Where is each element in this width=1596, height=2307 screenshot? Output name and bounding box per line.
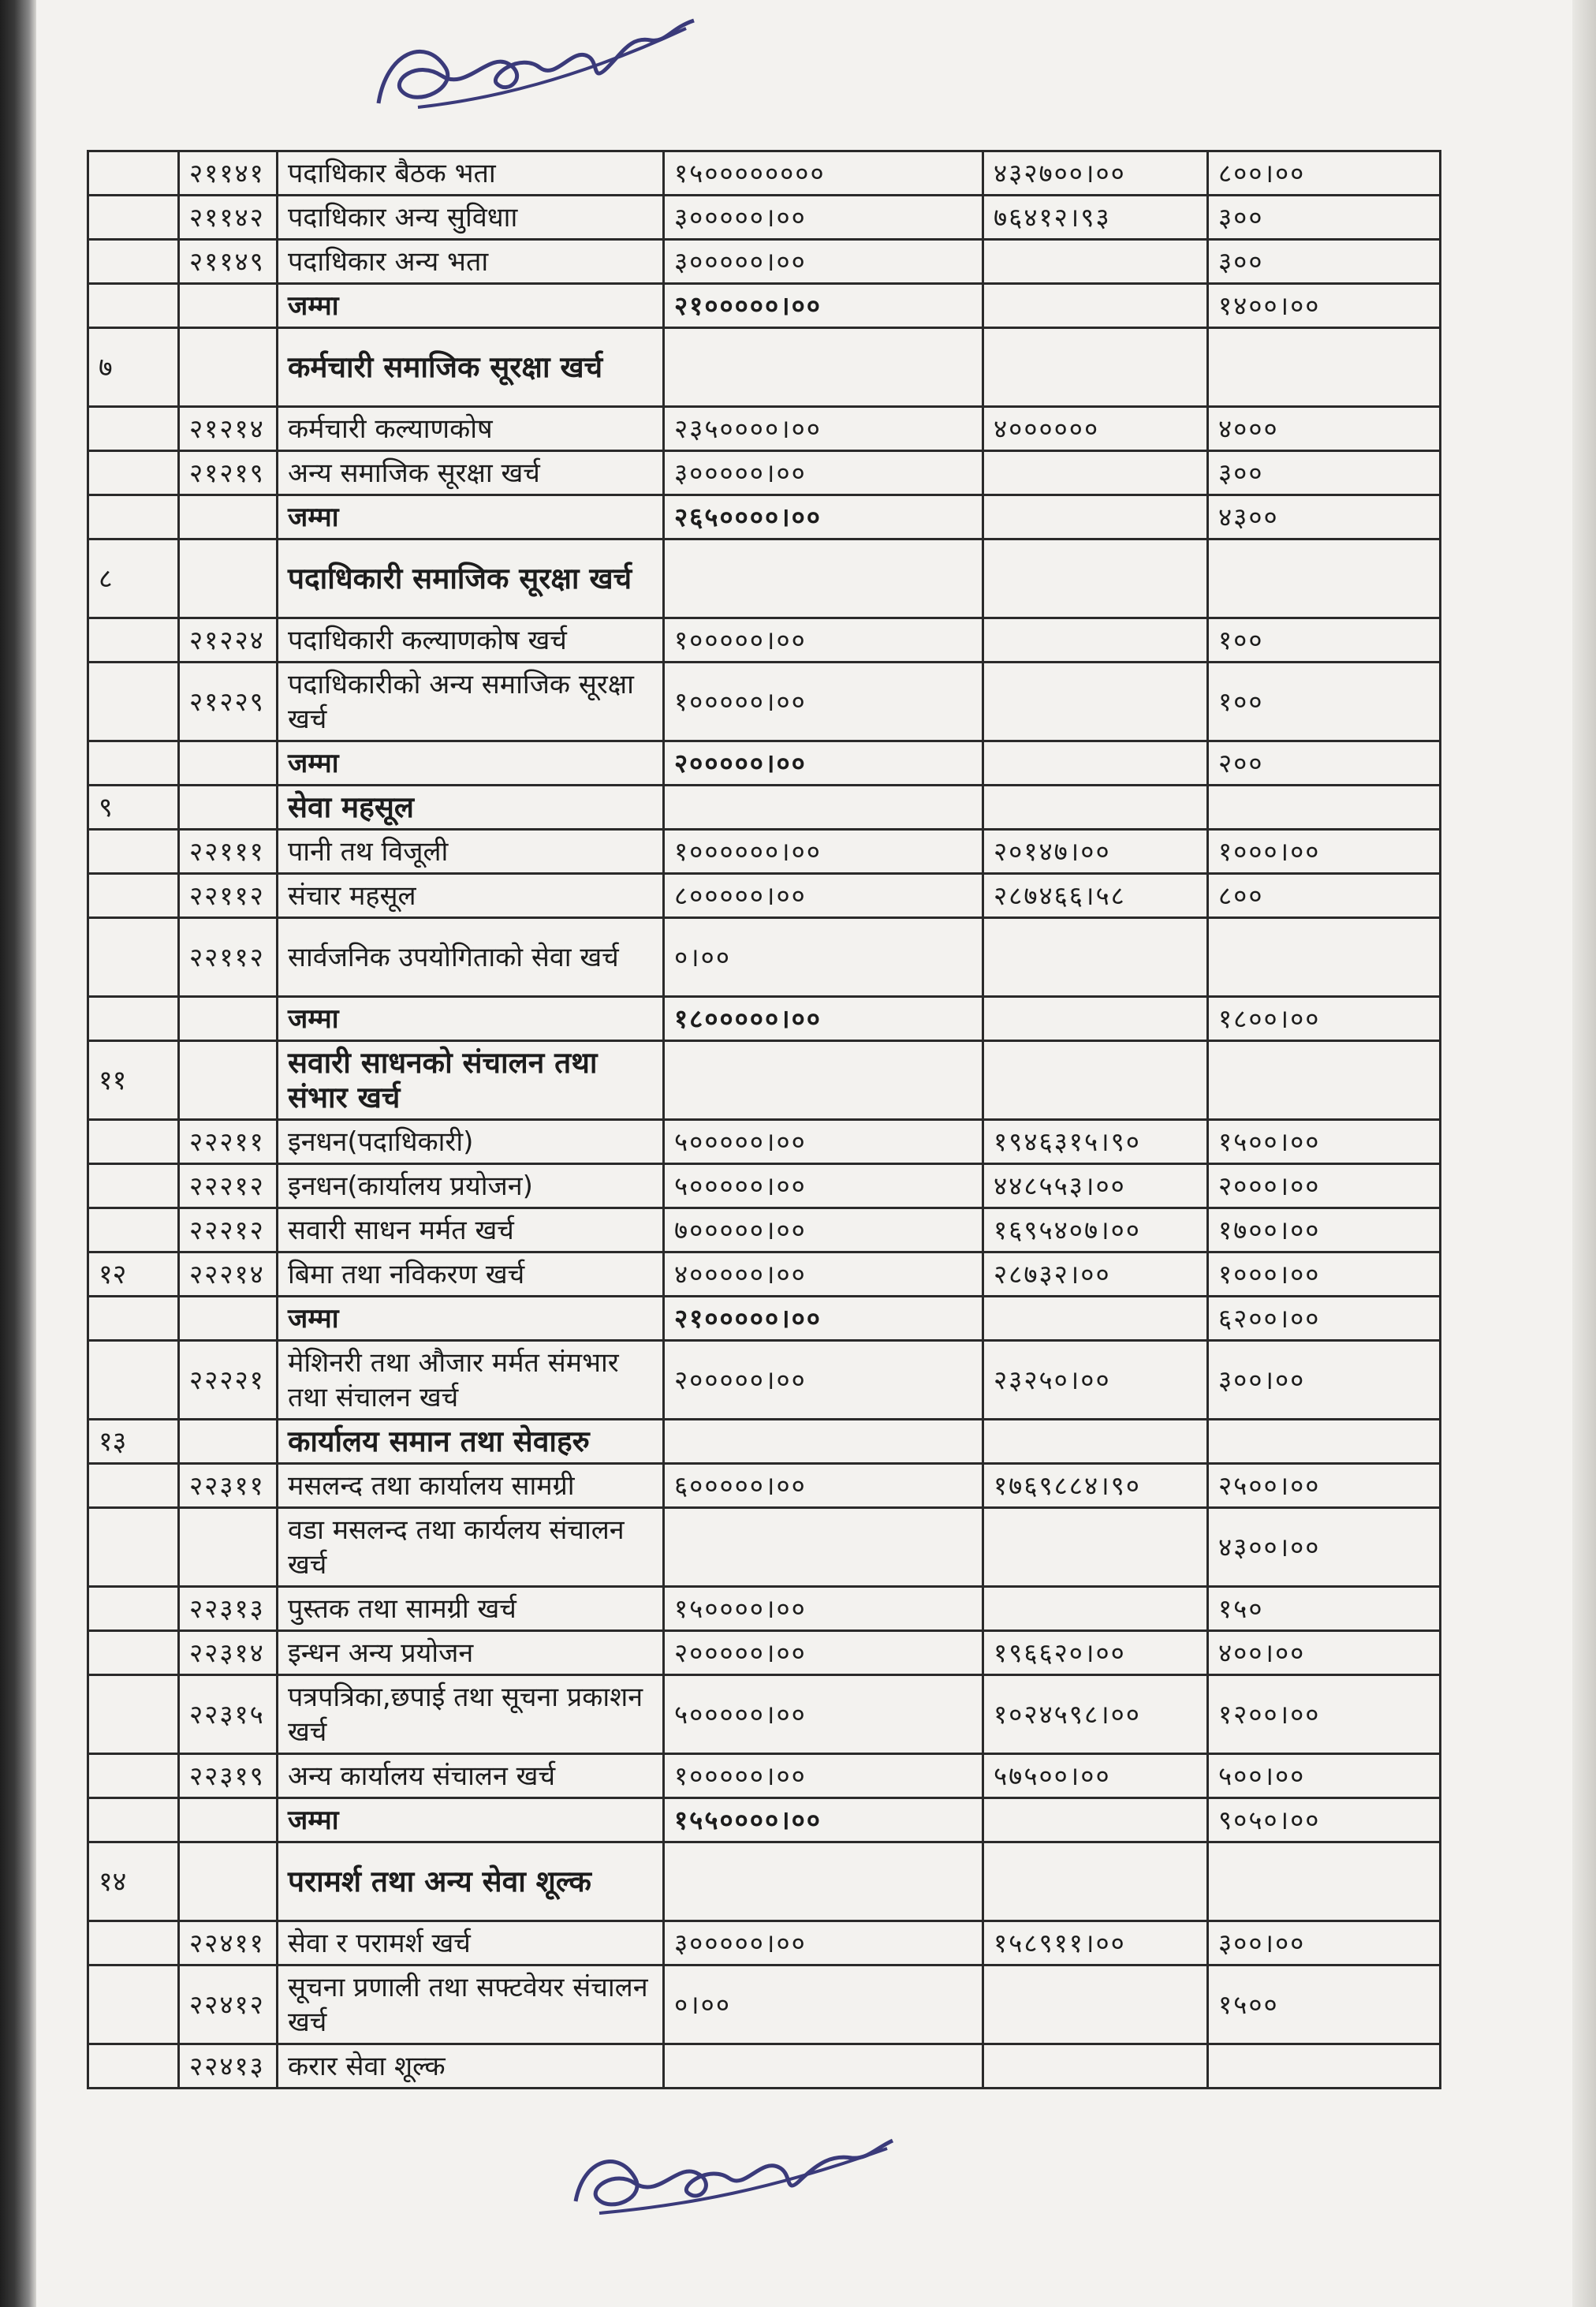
account-code-cell: २२३१९ (179, 1754, 278, 1798)
budget-amount-cell: ६०००००।०० (664, 1464, 983, 1508)
table-row (88, 786, 1441, 830)
account-code-cell: २२२१२ (179, 1208, 278, 1252)
account-code-cell: २२१११ (179, 830, 278, 874)
estimate-amount-cell: १२००।०० (1208, 1675, 1441, 1754)
table-row (88, 328, 1441, 407)
estimate-amount-cell: ४००।०० (1208, 1631, 1441, 1675)
expense-amount-cell: २०१४७।०० (983, 830, 1208, 874)
budget-amount-cell: ३०००००।०० (664, 1921, 983, 1965)
budget-amount-cell: ७०००००।०० (664, 1208, 983, 1252)
description-cell: इनधन(पदाधिकारी) (278, 1120, 664, 1164)
description-cell: पदाधिकार अन्य सुविधाा (278, 196, 664, 240)
group-number-cell (88, 1798, 179, 1842)
expense-amount-cell (983, 1587, 1208, 1631)
group-number-cell (88, 1297, 179, 1341)
group-number-cell (88, 1921, 179, 1965)
description-cell: सार्वजनिक उपयोगिताको सेवा खर्च (278, 918, 664, 997)
expense-amount-cell (983, 1420, 1208, 1464)
estimate-amount-cell: ४००० (1208, 407, 1441, 451)
expense-amount-cell: ७६४१२।९३ (983, 196, 1208, 240)
group-number-cell (88, 151, 179, 196)
expense-amount-cell (983, 1798, 1208, 1842)
account-code-cell (179, 1297, 278, 1341)
account-code-cell: २२२१४ (179, 1252, 278, 1297)
description-cell: जम्मा (278, 1798, 664, 1842)
estimate-amount-cell (1208, 1842, 1441, 1921)
table-row (88, 1120, 1441, 1164)
group-number-cell (88, 196, 179, 240)
budget-amount-cell: २०००००।०० (664, 741, 983, 786)
estimate-amount-cell: ८००।०० (1208, 151, 1441, 196)
account-code-cell: २११४२ (179, 196, 278, 240)
budget-amount-cell (664, 1508, 983, 1587)
estimate-amount-cell: ३०० (1208, 451, 1441, 495)
account-code-cell (179, 1842, 278, 1921)
estimate-amount-cell (1208, 1041, 1441, 1120)
description-cell: पुस्तक तथा सामग्री खर्च (278, 1587, 664, 1631)
estimate-amount-cell: १५० (1208, 1587, 1441, 1631)
estimate-amount-cell: २५००।०० (1208, 1464, 1441, 1508)
estimate-amount-cell: ३०० (1208, 240, 1441, 284)
account-code-cell: २११४९ (179, 240, 278, 284)
group-number-cell: १२ (88, 1252, 179, 1297)
description-cell: जम्मा (278, 997, 664, 1041)
description-cell: कर्मचारी कल्याणकोष (278, 407, 664, 451)
description-cell: पदाधिकार अन्य भता (278, 240, 664, 284)
account-code-cell: २२२२१ (179, 1341, 278, 1420)
table-row (88, 1965, 1441, 2044)
group-number-cell (88, 240, 179, 284)
description-cell: करार सेवा शूल्क (278, 2044, 664, 2089)
budget-amount-cell: २१०००००।०० (664, 1297, 983, 1341)
description-cell: वडा मसलन्द तथा कार्यलय संचालन खर्च (278, 1508, 664, 1587)
budget-amount-cell: ३०००००।०० (664, 240, 983, 284)
group-number-cell (88, 741, 179, 786)
expense-amount-cell: १०२४५९८।०० (983, 1675, 1208, 1754)
expense-amount-cell (983, 663, 1208, 741)
description-cell: जम्मा (278, 284, 664, 328)
expense-amount-cell: २८७३२।०० (983, 1252, 1208, 1297)
estimate-amount-cell: ४३०० (1208, 495, 1441, 539)
group-number-cell (88, 2044, 179, 2089)
table-row (88, 1754, 1441, 1798)
estimate-amount-cell: १५००।०० (1208, 1120, 1441, 1164)
group-number-cell (88, 918, 179, 997)
group-number-cell (88, 1965, 179, 2044)
estimate-amount-cell: १५०० (1208, 1965, 1441, 2044)
budget-amount-cell: १०००००।०० (664, 618, 983, 663)
expense-amount-cell: १९६६२०।०० (983, 1631, 1208, 1675)
account-code-cell (179, 1798, 278, 1842)
expense-amount-cell (983, 1508, 1208, 1587)
table-row (88, 451, 1441, 495)
group-number-cell (88, 1754, 179, 1798)
account-code-cell (179, 539, 278, 618)
budget-amount-cell (664, 328, 983, 407)
expense-amount-cell: ५७५००।०० (983, 1754, 1208, 1798)
estimate-amount-cell: १०० (1208, 618, 1441, 663)
table-row (88, 495, 1441, 539)
expense-amount-cell (983, 539, 1208, 618)
description-cell: पदाधिकार बैठक भता (278, 151, 664, 196)
estimate-amount-cell: १४००।०० (1208, 284, 1441, 328)
signature-bottom (568, 2126, 899, 2221)
estimate-amount-cell: ३००।०० (1208, 1921, 1441, 1965)
estimate-amount-cell (1208, 918, 1441, 997)
table-row (88, 1041, 1441, 1120)
expense-amount-cell (983, 1965, 1208, 2044)
budget-amount-cell: ३०००००।०० (664, 196, 983, 240)
description-cell: सूचना प्रणाली तथा सफ्टवेयर संचालन खर्च (278, 1965, 664, 2044)
account-code-cell (179, 284, 278, 328)
account-code-cell: २११४१ (179, 151, 278, 196)
expense-amount-cell (983, 786, 1208, 830)
group-number-cell (88, 1341, 179, 1420)
signature-top (371, 5, 702, 123)
expense-amount-cell (983, 451, 1208, 495)
group-number-cell (88, 407, 179, 451)
group-number-cell (88, 1208, 179, 1252)
expense-amount-cell: १५८९११।०० (983, 1921, 1208, 1965)
table-row (88, 151, 1441, 196)
expense-amount-cell (983, 741, 1208, 786)
expense-amount-cell: ४४८५५३।०० (983, 1164, 1208, 1208)
description-cell: पदाधिकारी समाजिक सूरक्षा खर्च (278, 539, 664, 618)
group-number-cell (88, 663, 179, 741)
expense-amount-cell: १६९५४०७।०० (983, 1208, 1208, 1252)
table-row (88, 407, 1441, 451)
account-code-cell (179, 997, 278, 1041)
description-cell: जम्मा (278, 1297, 664, 1341)
group-number-cell (88, 495, 179, 539)
estimate-amount-cell: ३००।०० (1208, 1341, 1441, 1420)
table-row (88, 2044, 1441, 2089)
table-row (88, 1208, 1441, 1252)
estimate-amount-cell (1208, 328, 1441, 407)
description-cell: इनधन(कार्यालय प्रयोजन) (278, 1164, 664, 1208)
group-number-cell: १३ (88, 1420, 179, 1464)
estimate-amount-cell (1208, 2044, 1441, 2089)
expense-amount-cell: ४३२७००।०० (983, 151, 1208, 196)
description-cell: जम्मा (278, 495, 664, 539)
table-row (88, 539, 1441, 618)
account-code-cell (179, 328, 278, 407)
account-code-cell: २१२२९ (179, 663, 278, 741)
budget-amount-cell: ५०००००।०० (664, 1164, 983, 1208)
account-code-cell: २२३१४ (179, 1631, 278, 1675)
table-row (88, 196, 1441, 240)
description-cell: पदाधिकारीको अन्य समाजिक सूरक्षा खर्च (278, 663, 664, 741)
estimate-amount-cell: ४३००।०० (1208, 1508, 1441, 1587)
description-cell: सेवा महसूल (278, 786, 664, 830)
table-row (88, 1921, 1441, 1965)
expense-table (87, 150, 1441, 2089)
account-code-cell: २१२१४ (179, 407, 278, 451)
budget-amount-cell: १००००००।०० (664, 830, 983, 874)
table-row (88, 284, 1441, 328)
description-cell: परामर्श तथा अन्य सेवा शूल्क (278, 1842, 664, 1921)
budget-amount-cell: ५०००००।०० (664, 1120, 983, 1164)
account-code-cell (179, 1041, 278, 1120)
account-code-cell: २२२११ (179, 1120, 278, 1164)
expense-amount-cell: १७६९८८४।९० (983, 1464, 1208, 1508)
group-number-cell (88, 451, 179, 495)
group-number-cell (88, 1120, 179, 1164)
budget-amount-cell: १०००००।०० (664, 663, 983, 741)
description-cell: सवारी साधन मर्मत खर्च (278, 1208, 664, 1252)
budget-amount-cell (664, 786, 983, 830)
table-row (88, 1252, 1441, 1297)
account-code-cell (179, 495, 278, 539)
estimate-amount-cell: १७००।०० (1208, 1208, 1441, 1252)
description-cell: अन्य कार्यालय संचालन खर्च (278, 1754, 664, 1798)
budget-amount-cell: १०००००।०० (664, 1754, 983, 1798)
account-code-cell: २२३१३ (179, 1587, 278, 1631)
budget-amount-cell: २०००००।०० (664, 1341, 983, 1420)
estimate-amount-cell (1208, 539, 1441, 618)
expense-amount-cell (983, 1297, 1208, 1341)
expense-amount-cell (983, 284, 1208, 328)
expense-amount-cell (983, 1041, 1208, 1120)
description-cell: पानी तथ विजूली (278, 830, 664, 874)
description-cell: संचार महसूल (278, 874, 664, 918)
group-number-cell (88, 874, 179, 918)
estimate-amount-cell: ८०० (1208, 874, 1441, 918)
account-code-cell: २२३१५ (179, 1675, 278, 1754)
account-code-cell: २२४१२ (179, 1965, 278, 2044)
group-number-cell (88, 618, 179, 663)
account-code-cell (179, 1508, 278, 1587)
table-row (88, 874, 1441, 918)
expense-amount-cell: ४०००००० (983, 407, 1208, 451)
estimate-amount-cell: ९०५०।०० (1208, 1798, 1441, 1842)
budget-amount-cell (664, 2044, 983, 2089)
account-code-cell: २२४११ (179, 1921, 278, 1965)
account-code-cell: २१२२४ (179, 618, 278, 663)
group-number-cell (88, 284, 179, 328)
group-number-cell: ८ (88, 539, 179, 618)
estimate-amount-cell: ३०० (1208, 196, 1441, 240)
table-row (88, 1631, 1441, 1675)
estimate-amount-cell (1208, 786, 1441, 830)
expense-amount-cell (983, 2044, 1208, 2089)
table-row (88, 1842, 1441, 1921)
expense-amount-cell (983, 240, 1208, 284)
estimate-amount-cell: २०००।०० (1208, 1164, 1441, 1208)
expense-amount-cell (983, 328, 1208, 407)
estimate-amount-cell: ६२००।०० (1208, 1297, 1441, 1341)
group-number-cell (88, 1464, 179, 1508)
group-number-cell (88, 1508, 179, 1587)
table-row (88, 1464, 1441, 1508)
budget-amount-cell: १५५००००।०० (664, 1798, 983, 1842)
account-code-cell: २१२१९ (179, 451, 278, 495)
budget-amount-cell: ८०००००।०० (664, 874, 983, 918)
group-number-cell: १४ (88, 1842, 179, 1921)
expense-amount-cell (983, 618, 1208, 663)
description-cell: मेशिनरी तथा औजार मर्मत संमभार तथा संचालन खर्च (278, 1341, 664, 1420)
book-spine-shadow (0, 0, 36, 2307)
table-row (88, 240, 1441, 284)
description-cell: कर्मचारी समाजिक सूरक्षा खर्च (278, 328, 664, 407)
description-cell: मसलन्द तथा कार्यालय सामग्री (278, 1464, 664, 1508)
budget-amount-cell: ०।०० (664, 1965, 983, 2044)
budget-amount-cell: ०।०० (664, 918, 983, 997)
table-row (88, 741, 1441, 786)
table-row (88, 1508, 1441, 1587)
account-code-cell (179, 786, 278, 830)
budget-amount-cell: ४०००००।०० (664, 1252, 983, 1297)
expense-amount-cell: १९४६३१५।९० (983, 1120, 1208, 1164)
expense-amount-cell (983, 1842, 1208, 1921)
budget-amount-cell: १८०००००।०० (664, 997, 983, 1041)
budget-amount-cell: २०००००।०० (664, 1631, 983, 1675)
page-edge (1572, 0, 1596, 2307)
budget-amount-cell (664, 539, 983, 618)
estimate-amount-cell: १०० (1208, 663, 1441, 741)
table-row (88, 1798, 1441, 1842)
account-code-cell (179, 741, 278, 786)
estimate-amount-cell: १०००।०० (1208, 830, 1441, 874)
table-row (88, 830, 1441, 874)
group-number-cell: ९ (88, 786, 179, 830)
estimate-amount-cell (1208, 1420, 1441, 1464)
account-code-cell: २२३११ (179, 1464, 278, 1508)
table-row (88, 1675, 1441, 1754)
budget-amount-cell: २६५००००।०० (664, 495, 983, 539)
budget-amount-cell (664, 1842, 983, 1921)
expense-amount-cell: २३२५०।०० (983, 1341, 1208, 1420)
budget-amount-cell: २१०००००।०० (664, 284, 983, 328)
table-row (88, 1297, 1441, 1341)
table-row (88, 1587, 1441, 1631)
budget-amount-cell: ५०००००।०० (664, 1675, 983, 1754)
description-cell: अन्य समाजिक सूरक्षा खर्च (278, 451, 664, 495)
table-row (88, 997, 1441, 1041)
description-cell: पदाधिकारी कल्याणकोष खर्च (278, 618, 664, 663)
group-number-cell (88, 1631, 179, 1675)
description-cell: बिमा तथा नविकरण खर्च (278, 1252, 664, 1297)
description-cell: पत्रपत्रिका,छपाई तथा सूचना प्रकाशन खर्च (278, 1675, 664, 1754)
group-number-cell (88, 1587, 179, 1631)
table-row (88, 1164, 1441, 1208)
group-number-cell (88, 1675, 179, 1754)
group-number-cell (88, 830, 179, 874)
group-number-cell: ७ (88, 328, 179, 407)
budget-amount-cell: १५००००।०० (664, 1587, 983, 1631)
table-row (88, 918, 1441, 997)
table-row (88, 663, 1441, 741)
account-code-cell: २२२१२ (179, 1164, 278, 1208)
budget-amount-cell: १५०००००००० (664, 151, 983, 196)
table-row (88, 618, 1441, 663)
estimate-amount-cell: १०००।०० (1208, 1252, 1441, 1297)
table-row (88, 1420, 1441, 1464)
estimate-amount-cell: १८००।०० (1208, 997, 1441, 1041)
budget-amount-cell (664, 1420, 983, 1464)
table-row (88, 1341, 1441, 1420)
estimate-amount-cell: २०० (1208, 741, 1441, 786)
group-number-cell: ११ (88, 1041, 179, 1120)
budget-amount-cell: २३५००००।०० (664, 407, 983, 451)
description-cell: सवारी साधनको संचालन तथा संभार खर्च (278, 1041, 664, 1120)
description-cell: सेवा र परामर्श खर्च (278, 1921, 664, 1965)
account-code-cell: २२११२ (179, 874, 278, 918)
description-cell: इन्धन अन्य प्रयोजन (278, 1631, 664, 1675)
expense-amount-cell: २८७४६६।५८ (983, 874, 1208, 918)
account-code-cell: २२४१३ (179, 2044, 278, 2089)
budget-amount-cell (664, 1041, 983, 1120)
description-cell: जम्मा (278, 741, 664, 786)
description-cell: कार्यालय समान तथा सेवाहरु (278, 1420, 664, 1464)
estimate-amount-cell: ५००।०० (1208, 1754, 1441, 1798)
account-code-cell: २२११२ (179, 918, 278, 997)
expense-amount-cell (983, 997, 1208, 1041)
group-number-cell (88, 997, 179, 1041)
group-number-cell (88, 1164, 179, 1208)
expense-amount-cell (983, 495, 1208, 539)
expense-amount-cell (983, 918, 1208, 997)
account-code-cell (179, 1420, 278, 1464)
budget-amount-cell: ३०००००।०० (664, 451, 983, 495)
